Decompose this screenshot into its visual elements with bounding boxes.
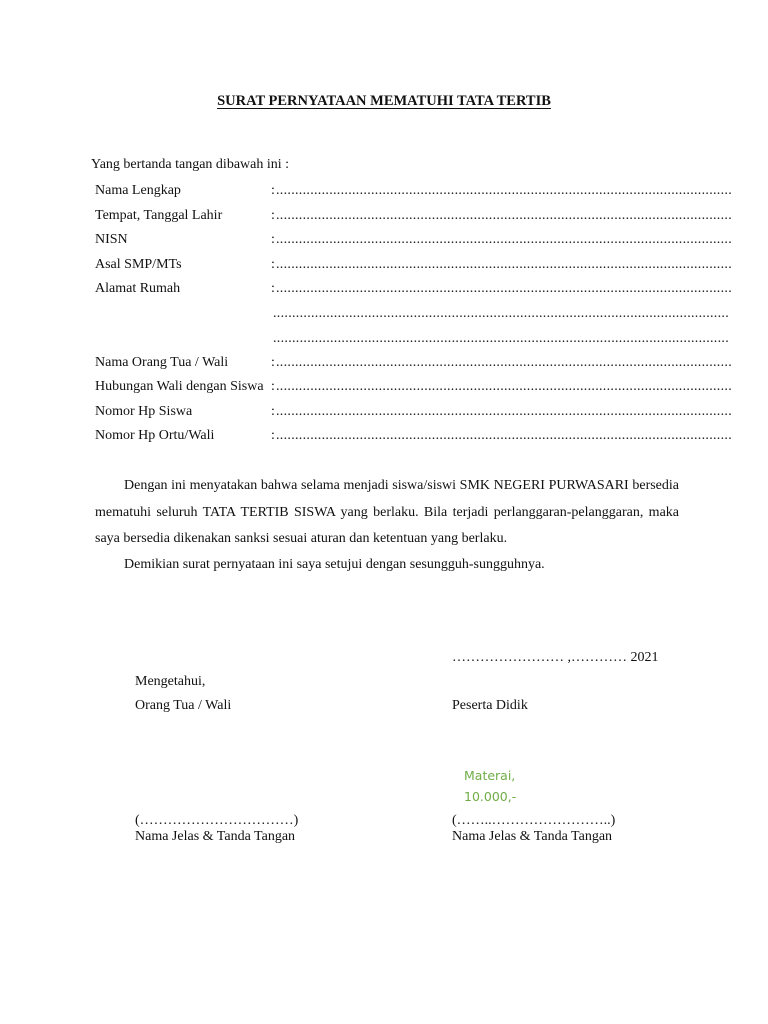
page-title: SURAT PERNYATAAN MEMATUHI TATA TERTIB (217, 93, 551, 109)
field-colon: : (271, 428, 275, 443)
field-colon: : (271, 404, 275, 419)
field-colon: : (271, 208, 275, 223)
field-label-asal-smp: Asal SMP/MTs (95, 257, 182, 272)
field-label-alamat-rumah: Alamat Rumah (95, 281, 181, 296)
field-colon: : (271, 281, 275, 296)
date-line: …………………… ,………… 2021 (452, 650, 659, 665)
field-dots-alamat-rumah-line-2: ........................................................................................................................ (273, 306, 729, 321)
intro-text: Yang bertanda tangan dibawah ini : (91, 157, 290, 172)
parent-signature-caption: Nama Jelas & Tanda Tangan (135, 829, 296, 844)
field-label-hubungan-wali: Hubungan Wali dengan Siswa (95, 379, 264, 394)
materai-value: 10.000,- (464, 789, 517, 804)
statement-paragraph: Dengan ini menyatakan bahwa selama menjadi siswa/siswi SMK NEGERI PURWASARI bersedia mematuhi seluruh TATA TERTIB SISWA yang berlaku. Bila terjadi perlanggaran-pelanggaran, maka saya bersedia dikenakan sanksi sesuai aturan dan ketentuan yang berlaku. (95, 478, 679, 546)
statement-body (95, 473, 679, 578)
materai-label: Materai, (464, 768, 516, 783)
field-dots-tempat-tanggal-lahir: ........................................................................................................................ (276, 208, 732, 223)
field-dots-asal-smp: ........................................................................................................................ (276, 257, 732, 272)
student-role-label: Peserta Didik (452, 698, 528, 713)
field-colon: : (271, 355, 275, 370)
field-colon: : (271, 183, 275, 198)
field-label-nama-orang-tua: Nama Orang Tua / Wali (95, 355, 229, 370)
field-colon: : (271, 379, 275, 394)
field-dots-nama-orang-tua: ........................................................................................................................ (276, 355, 732, 370)
field-label-nisn: NISN (95, 232, 128, 247)
field-dots-nisn: ........................................................................................................................ (276, 232, 732, 247)
field-dots-hubungan-wali: ........................................................................................................................ (276, 379, 732, 394)
field-colon: : (271, 257, 275, 272)
student-signature-caption: Nama Jelas & Tanda Tangan (452, 829, 613, 844)
field-colon: : (271, 232, 275, 247)
field-label-nomor-hp-ortu: Nomor Hp Ortu/Wali (95, 428, 215, 443)
field-dots-alamat-rumah: ........................................................................................................................ (276, 281, 732, 296)
acknowledged-heading: Mengetahui, (135, 674, 206, 689)
field-dots-alamat-rumah-line-3: ........................................................................................................................ (273, 331, 729, 346)
parent-signature-blank: (……………………………) (135, 813, 299, 828)
field-dots-nama-lengkap: ........................................................................................................................ (276, 183, 732, 198)
closing-paragraph: Demikian surat pernyataan ini saya setujui dengan sesungguh-sungguhnya. (124, 556, 545, 572)
field-label-nama-lengkap: Nama Lengkap (95, 183, 181, 198)
parent-role-label: Orang Tua / Wali (135, 698, 232, 713)
field-label-tempat-tanggal-lahir: Tempat, Tanggal Lahir (95, 208, 223, 223)
student-signature-blank: (……..……………………..) (452, 813, 616, 828)
field-label-nomor-hp-siswa: Nomor Hp Siswa (95, 404, 193, 419)
field-dots-nomor-hp-ortu: ........................................................................................................................ (276, 428, 732, 443)
field-dots-nomor-hp-siswa: ........................................................................................................................ (276, 404, 732, 419)
